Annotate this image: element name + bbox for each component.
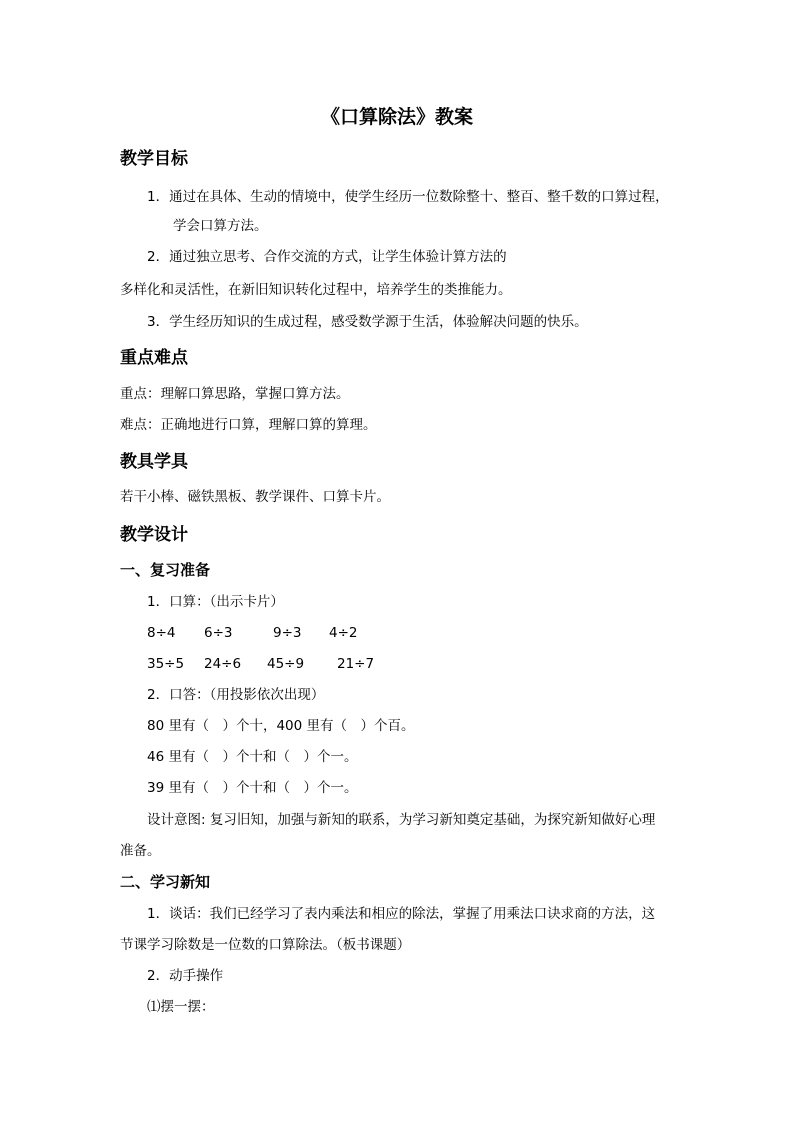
materials-heading: 教具学具 (120, 452, 188, 472)
calc-item: 9÷3 (273, 625, 302, 641)
calc-item: 24÷6 (204, 656, 242, 672)
objective-2-line-2: 多样化和灵活性，在新旧知识转化过程中，培养学生的类推能力。 (120, 282, 512, 298)
objective-2-line-1: 2．通过独立思考、合作交流的方式，让学生体验计算方法的 (147, 249, 507, 265)
new-knowledge-heading: 二、学习新知 (120, 873, 211, 891)
question-1: 80 里有（ ）个十，400 里有（ ）个百。 (147, 718, 415, 734)
talk-line-2: 节课学习除数是一位数的口算除法。（板书课题） (120, 937, 411, 953)
calc-item: 6÷3 (204, 625, 233, 641)
design-intent-line-2: 准备。 (120, 843, 161, 859)
page-title: 《口算除法》教案 (320, 106, 473, 128)
difficult-point: 难点：正确地进行口算，理解口算的算理。 (120, 417, 377, 433)
review-heading: 一、复习准备 (120, 561, 211, 579)
question-2: 46 里有（ ）个十和（ ）个一。 (147, 749, 358, 765)
question-3: 39 里有（ ）个十和（ ）个一。 (147, 780, 358, 796)
hands-on-label: 2．动手操作 (147, 968, 224, 984)
design-intent-line-1: 设计意图: 复习旧知，加强与新知的联系，为学习新知奠定基础，为探究新知做好心理 (147, 812, 656, 828)
talk-line-1: 1．谈话：我们已经学习了表内乘法和相应的除法，掌握了用乘法口诀求商的方法，这 (147, 906, 656, 922)
calc-item: 35÷5 (147, 656, 185, 672)
calc-item: 45÷9 (267, 656, 305, 672)
key-points-heading: 重点难点 (120, 348, 188, 368)
arrange-label: ⑴摆一摆： (147, 999, 215, 1015)
calc-item: 21÷7 (337, 656, 375, 672)
calc-item: 8÷4 (147, 625, 176, 641)
objective-1-line-1: 1．通过在具体、生动的情境中，使学生经历一位数除整十、整百、整千数的口算过程， (147, 189, 669, 205)
design-heading: 教学设计 (120, 525, 188, 545)
objective-3: 3．学生经历知识的生成过程，感受数学源于生活，体验解决问题的快乐。 (147, 314, 588, 330)
calc-item: 4÷2 (329, 625, 358, 641)
objectives-heading: 教学目标 (120, 149, 188, 169)
materials-text: 若干小棒、磁铁黑板、教学课件、口算卡片。 (120, 489, 390, 505)
objective-1-line-2: 学会口算方法。 (173, 218, 268, 234)
oral-answer-label: 2．口答：（用投影依次出现） (147, 687, 325, 703)
oral-calc-label: 1．口算：（出示卡片） (147, 594, 284, 610)
key-point: 重点：理解口算思路，掌握口算方法。 (120, 386, 350, 402)
